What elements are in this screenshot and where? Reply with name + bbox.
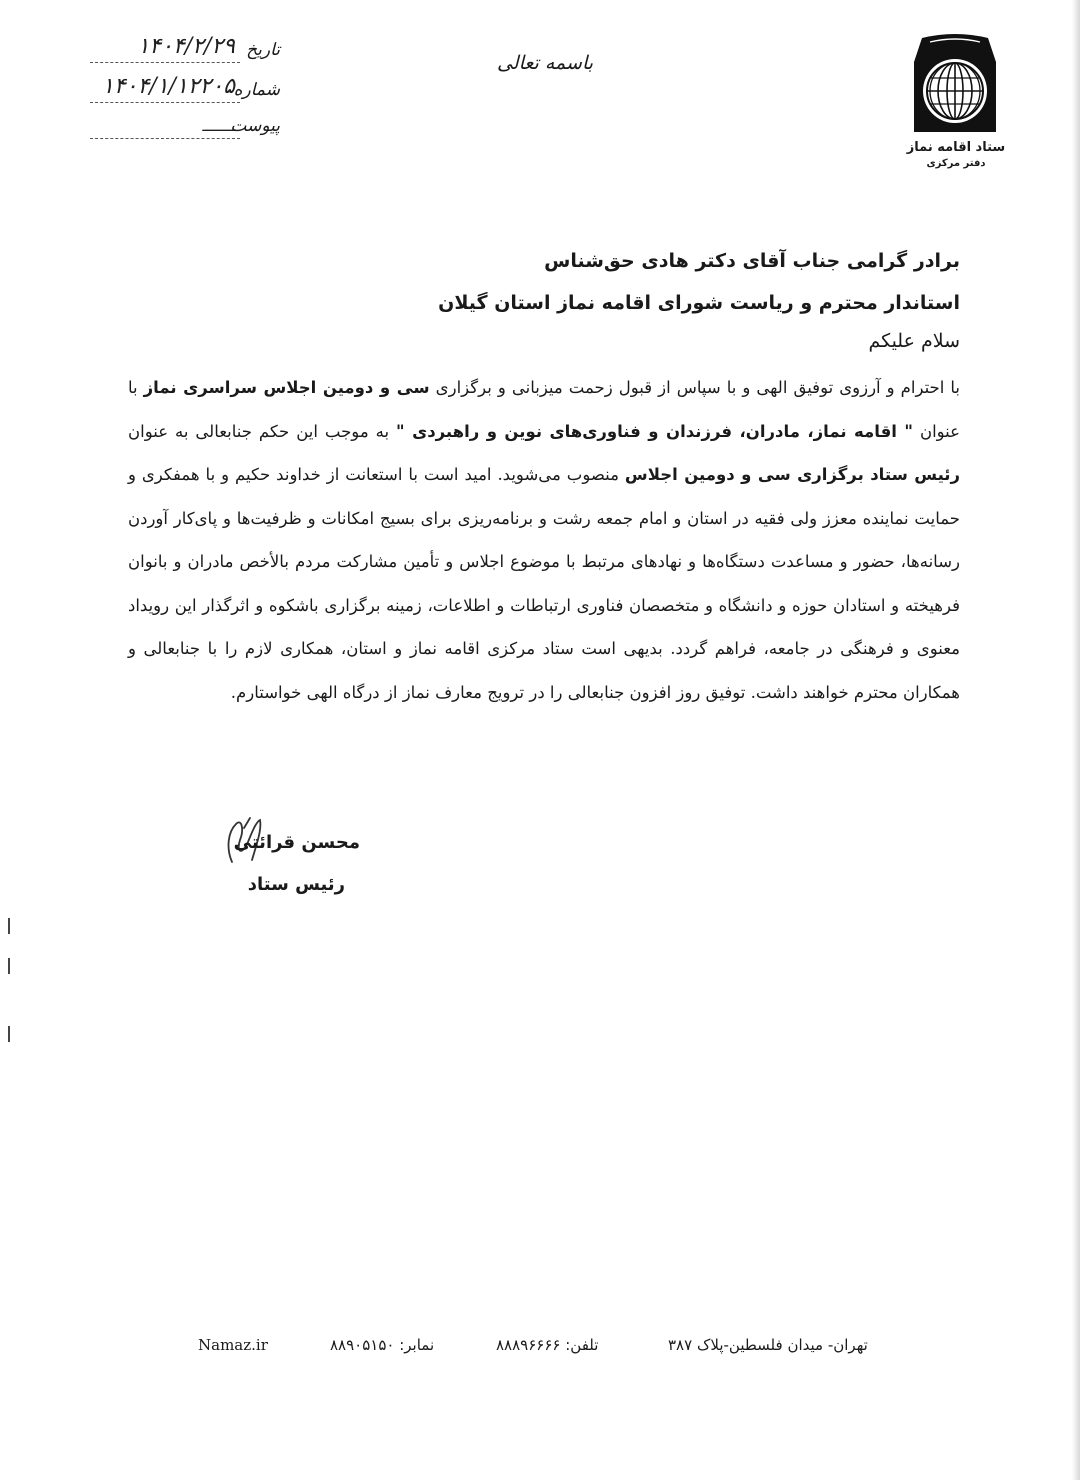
body-bold-2: " اقامه نماز، مادران، فرزندان و فناوری‌های نوین و راهبردی " bbox=[396, 421, 913, 441]
attachment-line bbox=[90, 138, 240, 139]
recipient-line-1: برادر گرامی جناب آقای دکتر هادی حق‌شناس bbox=[544, 250, 960, 272]
logo-office-name: دفتر مرکزی bbox=[926, 158, 986, 169]
edge-mark bbox=[8, 1026, 10, 1042]
recipient-line-2: استاندار محترم و ریاست شورای اقامه نماز استان گیلان bbox=[438, 292, 960, 314]
body-bold-1: سی و دومین اجلاس سراسری نماز bbox=[143, 378, 430, 397]
edge-mark bbox=[8, 958, 10, 974]
attachment-value: ـــــــ bbox=[202, 116, 235, 135]
body-text-2: با عنوان bbox=[128, 378, 960, 441]
body-text-3: به موجب این حکم جنابعالی به عنوان bbox=[128, 421, 397, 441]
page-edge bbox=[1072, 0, 1080, 1480]
signatory-name: محسن قرائتی bbox=[233, 832, 360, 853]
number-row bbox=[60, 74, 280, 110]
edge-mark bbox=[8, 918, 10, 934]
attachment-row bbox=[60, 116, 280, 146]
signatory-title: رئیس ستاد bbox=[247, 874, 345, 895]
body-text-1: با احترام و آرزوی توفیق الهی و با سپاس از قبول زحمت میزبانی و برگزاری bbox=[429, 378, 961, 397]
basmala: باسمه تعالی bbox=[496, 52, 594, 74]
footer-phone: تلفن: ۸۸۸۹۶۶۶۶ bbox=[496, 1336, 599, 1354]
logo-org-name: ستاد اقامه نماز bbox=[906, 140, 1006, 155]
footer-fax: نمابر: ۸۸۹۰۵۱۵۰ bbox=[330, 1336, 435, 1354]
number-label: شماره bbox=[233, 80, 280, 100]
footer-website: Namaz.ir bbox=[198, 1336, 268, 1354]
attachment-label: پیوست bbox=[230, 116, 280, 136]
globe-emblem-icon bbox=[900, 28, 1010, 178]
date-line bbox=[90, 62, 240, 63]
footer-address: تهران- میدان فلسطین-پلاک ۳۸۷ bbox=[668, 1336, 868, 1354]
date-value: ۱۴۰۴/۲/۲۹ bbox=[137, 34, 235, 59]
number-line bbox=[90, 102, 240, 103]
greeting: سلام علیکم bbox=[868, 330, 960, 352]
date-row bbox=[60, 34, 280, 70]
letter-body bbox=[128, 366, 960, 714]
body-text-4: منصوب می‌شوید. امید است با استعانت از خداوند حکیم و با همفکری و حمایت نماینده معزز ولی فقیه در استان و امام جمعه رشت و برنامه‌ریزی برای بسیج امکانات و ظرفیت‌ها و پای‌کار آوردن رسانه‌ها، حضور و مساعدت دستگاه‌ها و نهادهای مرتبط با موضوع اجلاس و تأمین مشارکت مردم بالأخص مادران و بانوان فرهیخته و استادان حوزه و دانشگاه و متخصصان فناوری ارتباطات و اطلاعات، زمینه برگزاری باشکوه و اثرگذار این رویداد معنوی و فرهنگی در جامعه، فراهم گردد. بدیهی است ستاد مرکزی اقامه نماز و استان، همکاری لازم را با جنابعالی و همکاران محترم خواهند داشت. توفیق روز افزون جنابعالی را در ترویج معارف نماز از درگاه الهی خواستارم. bbox=[128, 465, 960, 702]
number-value: ۱۴۰۴/۱/۱۲۲۰۵ bbox=[102, 74, 235, 99]
date-label: تاریخ bbox=[246, 40, 280, 60]
body-bold-3: رئیس ستاد برگزاری سی و دومین اجلاس bbox=[624, 465, 961, 484]
